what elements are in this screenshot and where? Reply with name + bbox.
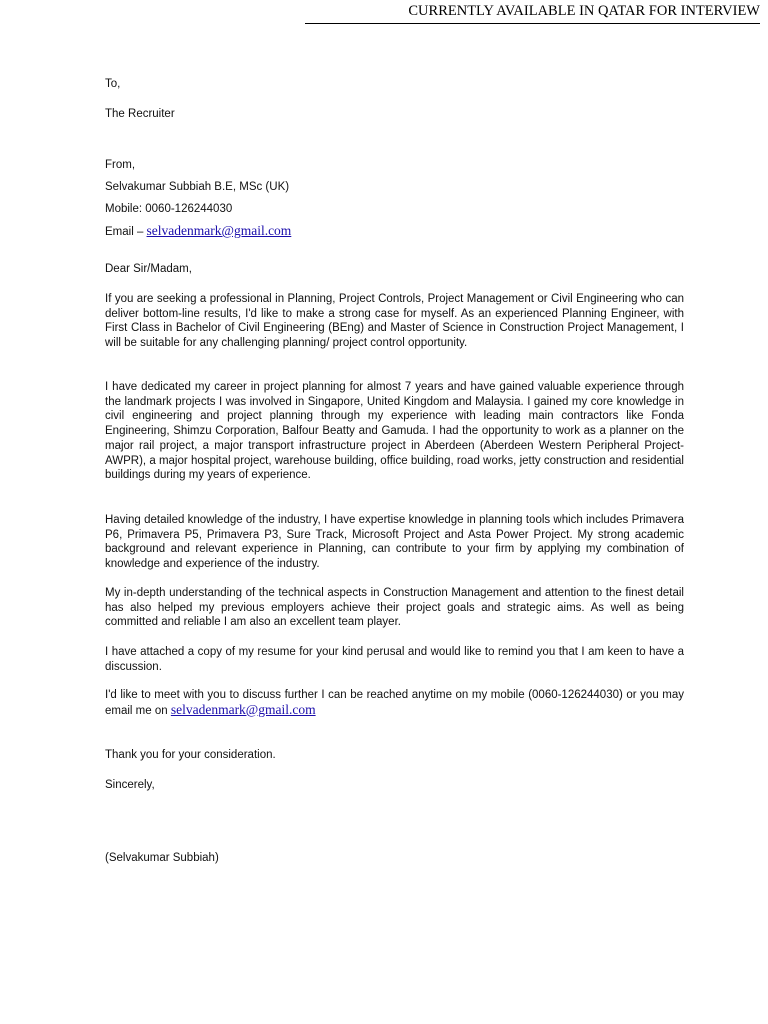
paragraph-3: Having detailed knowledge of the industry, I have expertise knowledge in planning tools which includes Primavera P6, Primavera P5, Primavera P3, Sure Track, Microsoft Project and Asta Power Project. My strong academic background and relevant experience in Planning, can contribute to your firm by applying my combination of knowledge and experience of the industry. (105, 514, 684, 571)
signoff: Sincerely, (105, 779, 155, 791)
sender-email-link[interactable]: selvadenmark@gmail.com (146, 223, 292, 238)
from-label: From, (105, 159, 136, 171)
to-label: To, (105, 78, 121, 90)
salutation: Dear Sir/Madam, (105, 263, 192, 275)
closing-email-link[interactable]: selvadenmark@gmail.com (170, 701, 316, 717)
email-prefix: Email – (105, 226, 147, 238)
signature-name: (Selvakumar Subbiah) (105, 852, 219, 864)
paragraph-2: I have dedicated my career in project planning for almost 7 years and have gained valuable experience through the landmark projects I was involved in Singapore, United Kingdom and Malaysia. I gained my core knowledge in civil engineering and project planning through my experience with leading main contractors like Fonda Engineering, Shimzu Corporation, Balfour Beatty and Gamuda. I had the opportunity to work as a planner on the major rail project, a major transport infrastructure project in Aberdeen (Aberdeen Western Peripheral Project- AWPR), a major hospital project, warehouse building, office building, road works, jetty construction and residential buildings during my years of experience. (105, 381, 684, 482)
paragraph-1: If you are seeking a professional in Planning, Project Controls, Project Management or Civil Engineering who can deliver bottom-line results, I'd like to make a strong case for myself. As an experienced Planning Engineer, with First Class in Bachelor of Civil Engineering (BEng) and Master of Science in Construction Project Management, I will be suitable for any challenging planning/ project control opportunity. (105, 293, 684, 350)
closing-paragraph (105, 688, 684, 718)
thanks-line: Thank you for your consideration. (105, 749, 276, 761)
closing-paragraph-text: I'd like to meet with you to discuss further I can be reached anytime on my mobile (0060-126244030) or you may email me on (105, 689, 684, 717)
recipient-name: The Recruiter (105, 108, 175, 120)
availability-banner: CURRENTLY AVAILABLE IN QATAR FOR INTERVIEW (305, 3, 760, 24)
sender-email-line (105, 223, 291, 240)
sender-name: Selvakumar Subbiah B.E, MSc (UK) (105, 181, 290, 193)
paragraph-5: I have attached a copy of my resume for your kind perusal and would like to remind you that I am keen to have a discussion. (105, 646, 684, 673)
paragraph-4: My in-depth understanding of the technical aspects in Construction Management and attention to the finest detail has also helped my previous employers achieve their project goals and strategic aims. As well as being committed and reliable I am also an excellent team player. (105, 587, 684, 629)
sender-mobile: Mobile: 0060-126244030 (105, 203, 233, 215)
